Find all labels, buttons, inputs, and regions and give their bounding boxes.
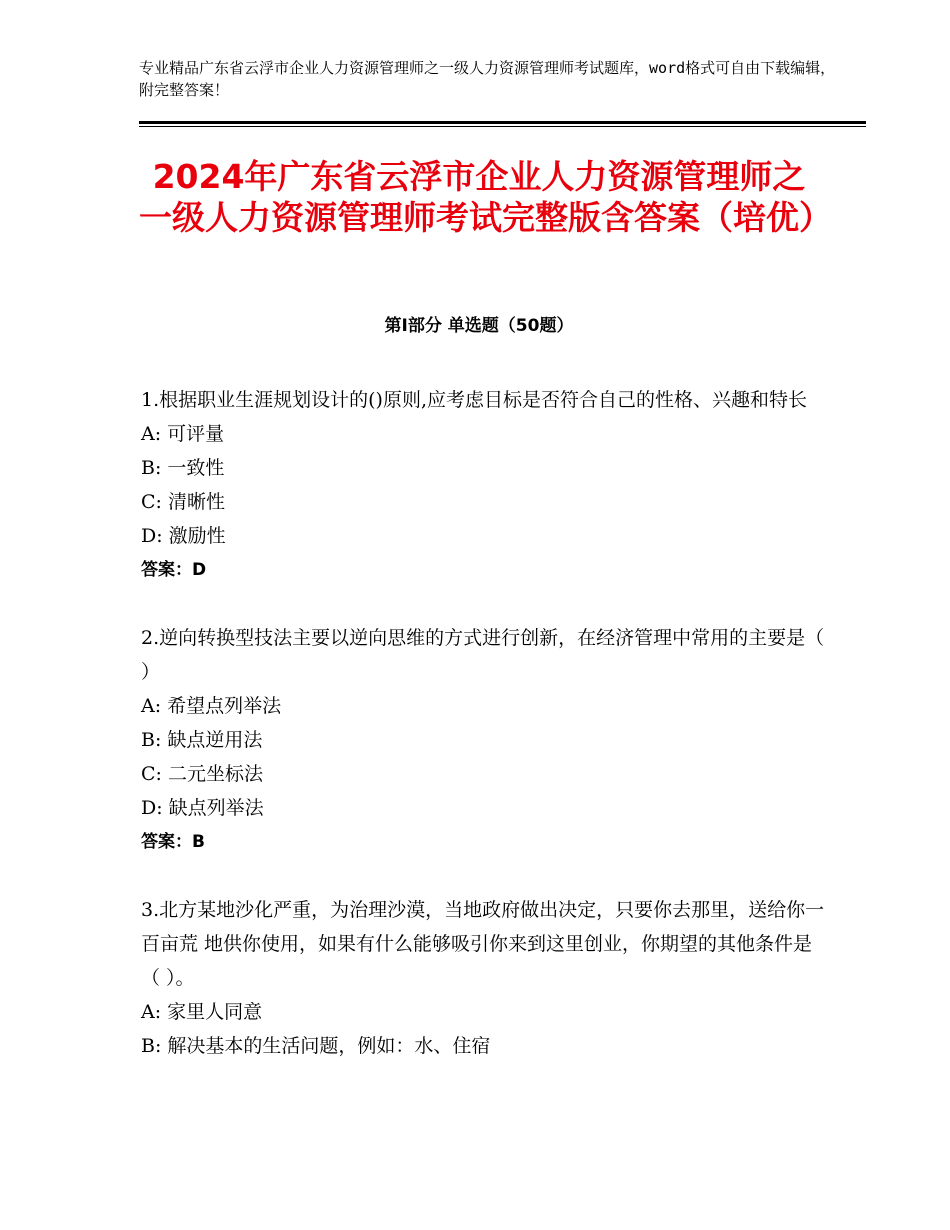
option-c: C: 二元坐标法 bbox=[141, 763, 263, 785]
section-title: 第Ⅰ部分 单选题（50题） bbox=[384, 316, 574, 336]
header-note: 专业精品广东省云浮市企业人力资源管理师之一级人力资源管理师考试题库，word格式可自由下载编辑，附完整答案！ bbox=[139, 59, 836, 99]
option-b: B: 解决基本的生活问题，例如：水、住宿 bbox=[141, 1035, 491, 1057]
answer: 答案：B bbox=[141, 832, 205, 852]
answer: 答案：D bbox=[141, 560, 207, 580]
option-d: D: 缺点列举法 bbox=[141, 797, 264, 819]
question-3 bbox=[141, 893, 831, 1063]
question-text: 2.逆向转换型技法主要以逆向思维的方式进行创新，在经济管理中常用的主要是（ ） bbox=[141, 627, 825, 683]
option-b: B: 一致性 bbox=[141, 457, 225, 479]
question-text: 3.北方某地沙化严重，为治理沙漠，当地政府做出决定，只要你去那里，送给你一百亩荒 地供你使用，如果有什么能够吸引你来到这里创业，你期望的其他条件是（ ）。 bbox=[141, 899, 825, 989]
option-c: C: 清晰性 bbox=[141, 491, 225, 513]
option-b: B: 缺点逆用法 bbox=[141, 729, 263, 751]
header-divider-thin bbox=[139, 126, 866, 127]
page-title: 2024年广东省云浮市企业人力资源管理师之一级人力资源管理师考试完整版含答案（培优） bbox=[139, 157, 832, 237]
option-a: A: 可评量 bbox=[141, 423, 225, 445]
question-2 bbox=[141, 621, 831, 859]
option-a: A: 希望点列举法 bbox=[141, 695, 282, 717]
header-divider-thick bbox=[139, 121, 866, 124]
option-d: D: 激励性 bbox=[141, 525, 226, 547]
option-a: A: 家里人同意 bbox=[141, 1001, 263, 1023]
question-1 bbox=[141, 383, 831, 587]
question-text: 1.根据职业生涯规划设计的()原则,应考虑目标是否符合自己的性格、兴趣和特长 bbox=[141, 389, 807, 411]
question-list bbox=[141, 383, 831, 1097]
